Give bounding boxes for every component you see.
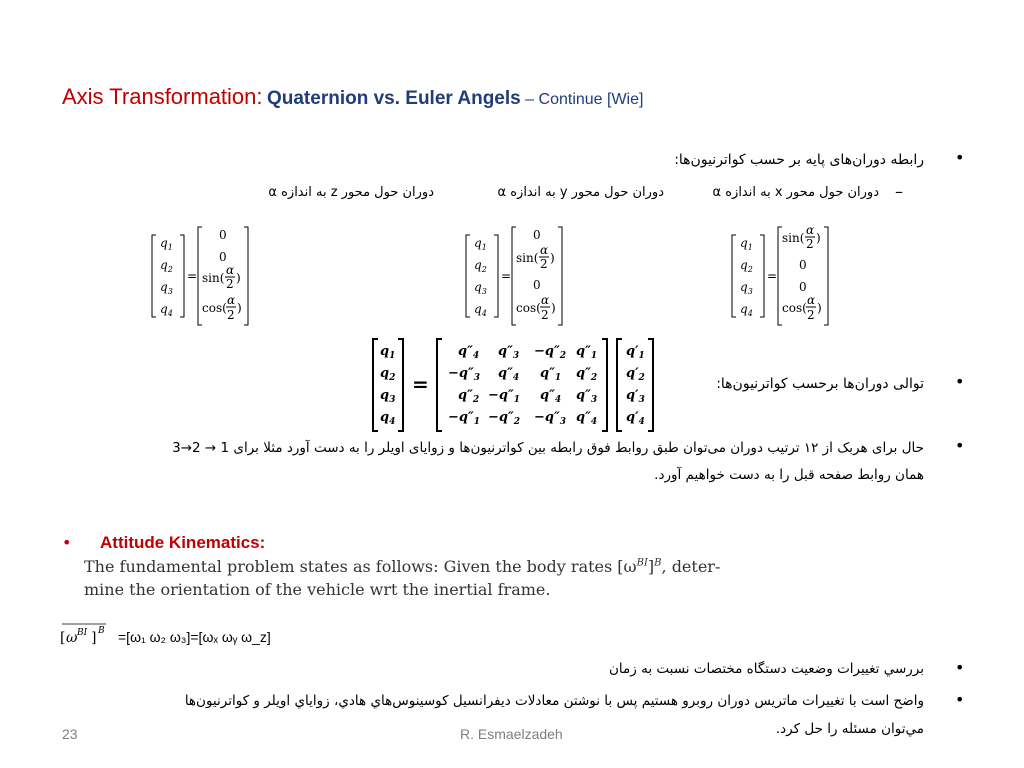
matrix-rot-x bbox=[730, 225, 840, 328]
svg-text:q3: $q_3$ bbox=[740, 280, 753, 296]
svg-text:0: 0 bbox=[799, 258, 807, 272]
bullet-dot: • bbox=[955, 658, 965, 677]
svg-text:α: α bbox=[540, 243, 549, 257]
svg-text:q′4: $q'_4$ bbox=[626, 410, 645, 427]
svg-text:cos(: cos( bbox=[202, 301, 227, 315]
svg-text:0: 0 bbox=[533, 278, 541, 292]
sub-dash: – bbox=[895, 182, 903, 201]
attitude-kinematics-heading: Attitude Kinematics: bbox=[100, 533, 266, 552]
svg-text:q3: $q_3$ bbox=[380, 388, 396, 405]
svg-text:q4: $q_4$ bbox=[160, 302, 173, 318]
bullet-12-sequences-line2: همان روابط صفحه قبل را به دست خواهیم آورد. bbox=[654, 467, 924, 483]
svg-text:q″3: $q''_3$ bbox=[576, 388, 598, 405]
bullet-basic-rotations: رابطه دوران‌های پایه بر حسب کواترنیون‌ها: bbox=[674, 152, 924, 168]
svg-text:q1: $q_1$ bbox=[740, 236, 753, 252]
svg-text:q1: $q_1$ bbox=[160, 236, 173, 252]
svg-text:−q″1: $-q''_1$ bbox=[448, 410, 481, 427]
svg-text:q3: $q_3$ bbox=[160, 280, 173, 296]
svg-text:q″1: $q''_1$ bbox=[540, 366, 562, 383]
svg-text:0: 0 bbox=[533, 228, 541, 242]
svg-text:q′2: $q'_2$ bbox=[626, 366, 645, 383]
svg-text:2: 2 bbox=[540, 257, 548, 271]
svg-text:sin(: sin( bbox=[782, 231, 805, 245]
svg-text:q″3: $q''_3$ bbox=[498, 344, 520, 361]
svg-text:q4: $q_4$ bbox=[380, 410, 396, 427]
svg-text:=: = bbox=[501, 269, 512, 283]
svg-text:=: = bbox=[187, 269, 198, 283]
svg-text:q2: $q_2$ bbox=[160, 258, 173, 274]
svg-text:): ) bbox=[817, 301, 822, 315]
svg-text:q2: $q_2$ bbox=[474, 258, 487, 274]
svg-text:q4: $q_4$ bbox=[740, 302, 753, 318]
svg-text:q3: $q_3$ bbox=[474, 280, 487, 296]
omega-components-equation: =[ω₁ ω₂ ω₃]=[ωₓ ωᵧ ω_z] bbox=[118, 629, 271, 645]
svg-text:α: α bbox=[807, 293, 816, 307]
svg-text:0: 0 bbox=[219, 250, 227, 264]
svg-text:q4: $q_4$ bbox=[474, 302, 487, 318]
svg-text:BI: BI bbox=[77, 628, 88, 638]
svg-text:ω: ω bbox=[66, 630, 78, 646]
slide-title bbox=[62, 84, 643, 110]
problem-statement-line1: The fundamental problem states as follows: Given the body rates $[\omega^{BI}]^B$, deter- bbox=[84, 557, 721, 576]
svg-text:q′3: $q'_3$ bbox=[626, 388, 645, 405]
sub-rot-y: دوران حول محور y به اندازه α bbox=[497, 185, 664, 200]
bullet-dot: • bbox=[955, 372, 965, 391]
svg-text:α: α bbox=[541, 293, 550, 307]
sub-rot-x: دوران حول محور x به اندازه α bbox=[712, 185, 879, 200]
svg-text:cos(: cos( bbox=[782, 301, 807, 315]
svg-text:q″4: $q''_4$ bbox=[458, 344, 480, 361]
page-number: 23 bbox=[62, 726, 78, 742]
title-bold: Quaternion vs. Euler Angels bbox=[266, 88, 521, 109]
bullet-attitude-change: بررسي تغييرات وضعيت دستگاه مختصات نسبت به زمان bbox=[609, 661, 924, 677]
svg-text:q2: $q_2$ bbox=[740, 258, 753, 274]
title-main: Axis Transformation: bbox=[62, 84, 263, 109]
svg-text:−q″1: $-q''_1$ bbox=[488, 388, 521, 405]
svg-text:q1: $q_1$ bbox=[380, 344, 396, 361]
bullet-differential-equations-line2: مي‌توان مسئله را حل کرد. bbox=[775, 721, 924, 737]
svg-text:−q″3: $-q''_3$ bbox=[448, 366, 481, 383]
svg-text:): ) bbox=[236, 271, 241, 285]
svg-text:q″1: $q''_1$ bbox=[576, 344, 598, 361]
bullet-12-sequences-line1: حال برای هربک از ۱۲ ترتیب دوران می‌توان طبق روابط فوق رابطه بین کواترنیون‌ها و زوایای اویلر را به دست آورد مثلا برای 1 → 2→3 bbox=[172, 440, 924, 456]
svg-text:B: B bbox=[98, 626, 105, 636]
svg-text:=: = bbox=[412, 372, 429, 396]
svg-text:α: α bbox=[227, 293, 236, 307]
svg-text:α: α bbox=[806, 225, 815, 237]
matrix-rot-z bbox=[150, 225, 260, 328]
svg-text:sin(: sin( bbox=[516, 251, 539, 265]
svg-text:−q″2: $-q''_2$ bbox=[488, 410, 521, 427]
svg-text:q1: $q_1$ bbox=[474, 236, 487, 252]
svg-text:): ) bbox=[550, 251, 555, 265]
svg-text:q″2: $q''_2$ bbox=[458, 388, 480, 405]
problem-statement-line2: mine the orientation of the vehicle wrt the inertial frame. bbox=[84, 580, 551, 599]
bullet-differential-equations-line1: واضح است با تغييرات ماتريس دوران روبرو هستيم پس با نوشتن معادلات ديفرانسيل کوسينوس‌هاي هادي، زواياي اويلر و کواترنيون‌ها bbox=[184, 693, 924, 709]
svg-text:2: 2 bbox=[227, 308, 235, 322]
svg-text:0: 0 bbox=[799, 280, 807, 294]
svg-text:2: 2 bbox=[806, 237, 814, 251]
bullet-dot: • bbox=[62, 533, 72, 552]
svg-text:q′1: $q'_1$ bbox=[626, 344, 645, 361]
svg-text:q″4: $q''_4$ bbox=[540, 388, 562, 405]
svg-text:[: [ bbox=[60, 630, 66, 646]
bullet-rotation-sequence: توالی دوران‌ها برحسب کواترنیون‌ها: bbox=[716, 376, 924, 392]
svg-text:cos(: cos( bbox=[516, 301, 541, 315]
svg-text:q″4: $q''_4$ bbox=[498, 366, 520, 383]
svg-text:): ) bbox=[237, 301, 242, 315]
svg-text:q2: $q_2$ bbox=[380, 366, 396, 383]
svg-text:0: 0 bbox=[219, 228, 227, 242]
svg-text:−q″2: $-q''_2$ bbox=[534, 344, 567, 361]
svg-text:q″2: $q''_2$ bbox=[576, 366, 598, 383]
svg-text:2: 2 bbox=[226, 277, 234, 291]
bullet-dot: • bbox=[955, 690, 965, 709]
svg-text:]: ] bbox=[91, 630, 97, 646]
svg-text:q″4: $q''_4$ bbox=[576, 410, 598, 427]
omega-bi-symbol bbox=[58, 620, 120, 650]
matrix-rot-y bbox=[464, 225, 574, 328]
bullet-dot: • bbox=[955, 436, 965, 455]
quaternion-product-equation bbox=[370, 335, 660, 435]
title-suffix: – Continue [Wie] bbox=[525, 91, 644, 108]
sub-rot-z: دوران حول محور z به اندازه α bbox=[268, 185, 434, 200]
bullet-dot: • bbox=[955, 148, 965, 167]
svg-text:2: 2 bbox=[541, 308, 549, 322]
svg-text:2: 2 bbox=[807, 308, 815, 322]
svg-text:): ) bbox=[816, 231, 821, 245]
svg-text:=: = bbox=[767, 269, 778, 283]
svg-text:α: α bbox=[226, 263, 235, 277]
svg-text:): ) bbox=[551, 301, 556, 315]
svg-text:−q″3: $-q''_3$ bbox=[534, 410, 567, 427]
svg-text:sin(: sin( bbox=[202, 271, 225, 285]
footer-author: R. Esmaelzadeh bbox=[460, 726, 563, 742]
